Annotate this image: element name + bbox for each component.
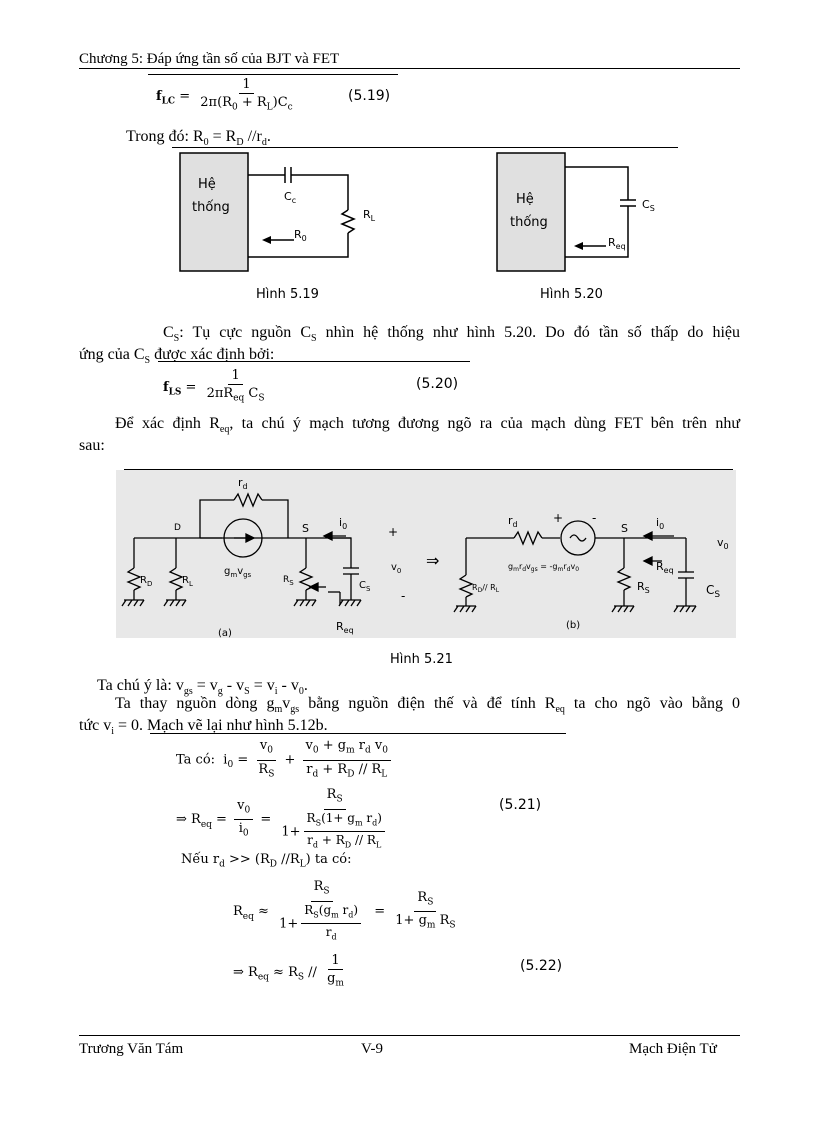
- svg-text:v0: $v_0$: [391, 562, 402, 575]
- paragraph-req-line1: Để xác định $R_{eq}$, ta chú ý mạch tương đương ngõ ra của mạch dùng FET bên trên như: [115, 415, 740, 436]
- svg-text:CS: $C_S$: [359, 580, 371, 593]
- paragraph-replace-line2: tức $v_i = 0$. Mạch vẽ lại như hình 5.12b.: [79, 717, 328, 738]
- fig520-box-line2: thống: [510, 215, 548, 230]
- cs-rule: [158, 361, 470, 362]
- paragraph-cs-line2: ứng của $C_S$ được xác định bởi:: [79, 346, 275, 367]
- page-header: Chương 5: Đáp ứng tần số của BJT và FET: [79, 51, 340, 67]
- eq-number-5-21: (5.21): [499, 797, 542, 813]
- eq-number-5-22: (5.22): [520, 958, 563, 974]
- condition-line: Nếu $r_d >> (R_D$ $//R_L$) ta có:: [181, 852, 352, 870]
- footer-page-number: V-9: [361, 1041, 383, 1057]
- svg-text:rd: $r_d$: [238, 476, 248, 491]
- equation-5-21-line1: Ta có: $i_0$ = $\frac{v_0}{R_S}$ + $\frac{v_0 + g_m r_d v_0}{r_d + R_D // R_L}$: [176, 737, 394, 783]
- svg-text:RD: $R_D$: [140, 575, 153, 588]
- header-rule: [79, 68, 740, 69]
- footer-book-title: Mạch Điện Tử: [629, 1041, 717, 1057]
- fig519-box-line1: Hệ: [198, 177, 216, 192]
- fig519-caption: Hình 5.19: [256, 287, 319, 302]
- eq-rule: [148, 74, 398, 75]
- svg-text:Req: $R_{eq}$: [656, 560, 674, 575]
- fig520-req-label: $R_{eq}$: [608, 236, 626, 251]
- svg-text:v0: $v_0$: [717, 536, 729, 551]
- equation-5-22-line1: $R_{eq}$ ≈ $R_S$ 1+ $\frac{R_S(g_m r_d)}{r_d}$ = $\frac{R_S}{1+ g_m R_S}$: [233, 879, 456, 942]
- svg-text:+: +: [553, 511, 564, 525]
- equation-5-22-line2: ⇒ $R_{eq} \approx R_S$ // $\frac{1}{g_m}$: [233, 953, 344, 989]
- svg-text:i0: $i_0$: [339, 516, 348, 531]
- svg-text:CS: $C_S$: [706, 583, 721, 600]
- fig520-cap-label: $C_S$: [642, 198, 655, 213]
- figure-5-20: [497, 153, 655, 302]
- svg-text:gmrdvgs = -gmrdv0: $g_mr_dv_{gs} = -g_mr_dv_0$: [508, 562, 580, 573]
- paragraph-vgs: Ta chú ý là: $v_{gs} = v_g - v_S = v_i - v_0$.: [97, 677, 308, 698]
- paragraph-req-line2: sau:: [79, 437, 105, 454]
- svg-text:gmvgs: $g_mv_{gs}$: [224, 566, 252, 579]
- svg-text:RL: $R_L$: [182, 575, 193, 588]
- fig519-cap-label: $C_c$: [284, 190, 297, 205]
- fig520-box-line1: Hệ: [516, 192, 534, 207]
- paragraph-cs-line1: $C_S$: Tụ cực nguồn $C_S$ nhìn hệ thống như hình 5.20. Do đó tần số thấp do hiệu: [163, 324, 741, 345]
- svg-text:(b): (b): [566, 620, 581, 631]
- svg-text:rd: $r_d$: [508, 514, 518, 529]
- eq-number-5-20: (5.20): [416, 376, 459, 392]
- paragraph-replace-line1: Ta thay nguồn dòng $g_mv_{gs}$ bằng nguồn điện thế và để tính $R_{eq}$ ta cho ngõ vào bằng 0: [115, 695, 740, 716]
- svg-text:RS: $R_S$: [637, 580, 650, 595]
- svg-text:⇒: ⇒: [426, 551, 440, 570]
- fig520-caption: Hình 5.20: [540, 287, 603, 302]
- footer-author: Trương Văn Tám: [79, 1041, 184, 1057]
- svg-text:Req: $R_{eq}$: [336, 620, 354, 635]
- equation-5-20: $f_{LS}$ = $\frac{1}{2\pi R_{eq} C_S}$: [163, 368, 265, 404]
- svg-text:S: S: [302, 522, 309, 535]
- footer-rule: [79, 1035, 740, 1036]
- fig519-r0-label: $R_0$: [294, 228, 307, 243]
- svg-text:D: D: [174, 523, 181, 533]
- svg-text:i0: $i_0$: [656, 516, 665, 531]
- equation-5-21-line2: ⇒ $R_{eq}$ = $\frac{v_0}{i_0}$ = $R_S$ 1+ $\frac{R_S(1+ g_m r_d)}{r_d + R_D // R_L}$: [176, 786, 394, 853]
- fig519-box-line2: thống: [192, 200, 230, 215]
- svg-text:-: -: [401, 589, 406, 603]
- eq521-rule: [150, 733, 566, 734]
- eq521-intro: Ta có:: [176, 752, 216, 768]
- svg-text:S: S: [621, 522, 628, 535]
- where-line: Trong đó: $R_0 = R_D$ $//r_d$.: [126, 128, 271, 149]
- svg-text:RD// RL: $R_D//$ $R_L$: [472, 583, 500, 594]
- figure-5-21: [116, 470, 736, 670]
- equation-5-19: $f_{LC}$ = $\frac{1}{2\pi(R_0 + R_L)C_c}$: [156, 77, 293, 113]
- fig521-caption: Hình 5.21: [390, 652, 453, 667]
- figures-5-19-5-20: [170, 148, 680, 308]
- figure-5-19: [180, 153, 376, 302]
- svg-text:RS: $R_S$: [283, 575, 294, 587]
- svg-text:-: -: [592, 511, 597, 525]
- svg-text:+: +: [388, 525, 399, 539]
- eq-number-5-19: (5.19): [348, 88, 391, 104]
- svg-text:(a): (a): [218, 628, 232, 639]
- fig519-res-label: $R_L$: [363, 208, 376, 223]
